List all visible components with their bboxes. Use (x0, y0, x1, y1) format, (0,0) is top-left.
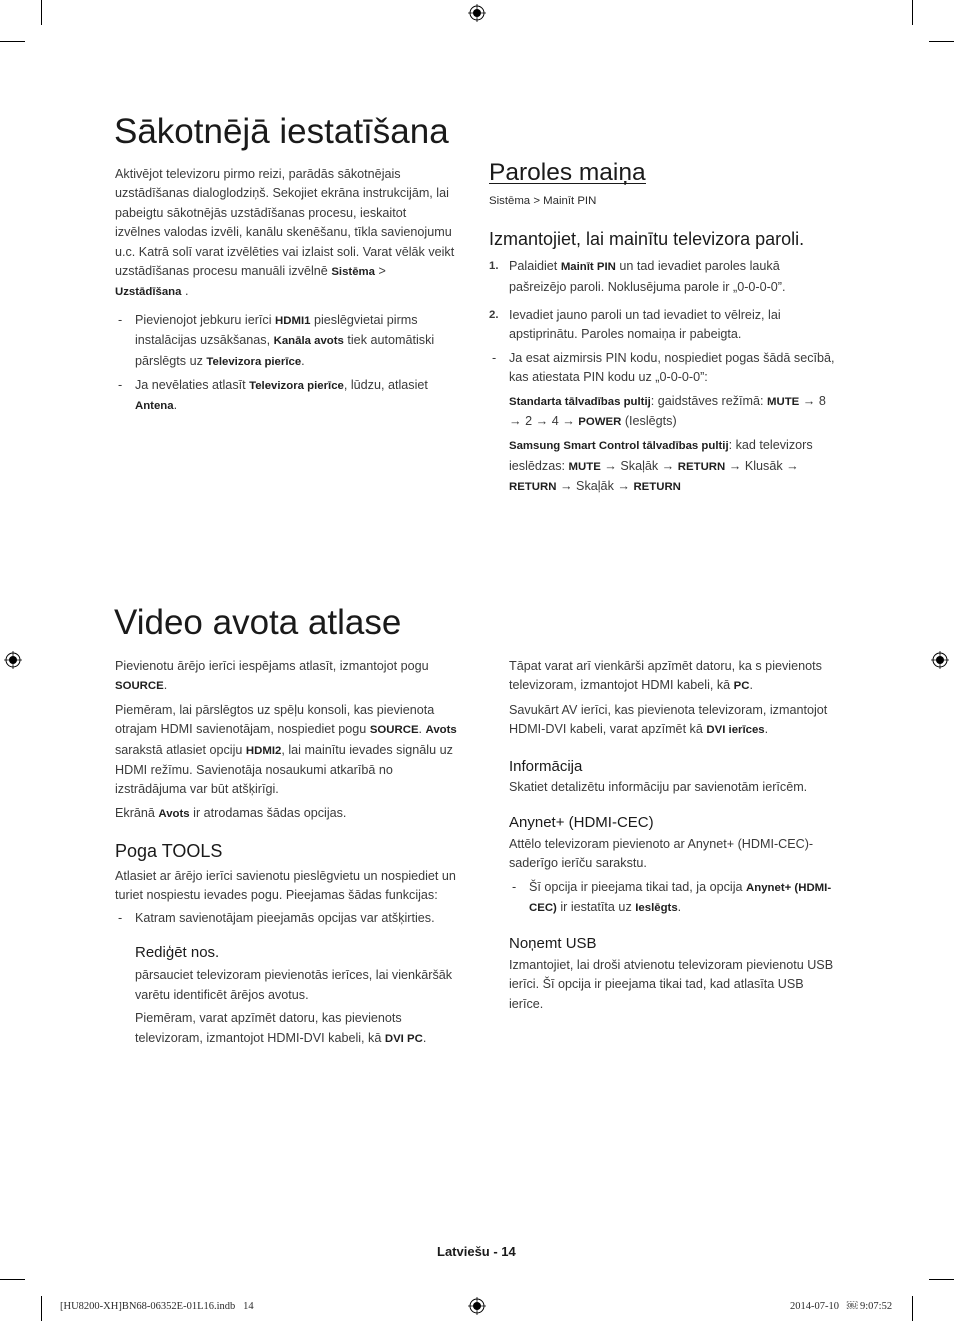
intro-paragraph: Aktivējot televizoru pirmo reizi, parādās sākotnējais uzstādīšanas dialoglodziņš. Sekojiet ekrāna instrukcijām, lai pabeigtu sākotnējās uzstādīšanas procesu, ieskaitot izvēlnes valodas izvēli, kanālu skenēšanu, tīkla savienojumu u.c. Katrā solī varat izvēlēties vai izlaist soli. Varat vēlāk veikt uzstādīšanas procesu manuāli izvēlnē Sistēma > Uzstādīšana . (115, 167, 455, 299)
video-source-left-column (115, 657, 463, 1053)
crop-mark (912, 1296, 913, 1321)
print-slug-right: 2014-07-10 ￼ 9:07:52 (790, 1301, 893, 1312)
note-hdmi1: - Pievienojot jebkuru ierīci HDMI1 pieslēgvietai pirms instalācijas uzsākšanas, Kanāla avots tiek automātiski pārslēgts uz Televizora pierīce. (115, 311, 455, 372)
video-source-right-column (509, 657, 839, 1018)
registration-mark-icon (931, 651, 949, 669)
source-paragraph-2: Piemēram, lai pārslēgtos uz spēļu konsoli, kas pievienota otrajam HDMI savienotājam, nospiediet pogu SOURCE. Avots sarakstā atlasiet opciju HDMI2, lai mainītu ievades signālu uz HDMI režīmu. Savienotāja nosaukumi atkarībā no izstrādājuma var būt atšķirīgi. (115, 702, 457, 797)
anynet-text: Attēlo televizoram pievienoto ar Anynet+ (HDMI-CEC)-saderīgo ierīču sarakstu. (509, 836, 814, 871)
password-subtitle: Izmantojiet, lai mainītu televizora paroli. (489, 228, 805, 249)
rename-text-1: pārsauciet televizoram pievienotās ierīces, lai vienkāršāk varētu identificēt ārējos avotus. (135, 968, 453, 1002)
tools-note: - Katram savienotājam pieejamās opcijas var atšķirties. (115, 909, 463, 928)
smart-control-sequence: Samsung Smart Control tālvadības pultij: kad televizors ieslēdzas: MUTE → Skaļāk → RETURN → Klusāk → RETURN → Skaļāk → RETURN (509, 438, 813, 494)
print-slug-left: [HU8200-XH]BN68-06352E-01L16.indb 14 (60, 1301, 254, 1312)
tools-title: Poga TOOLS (115, 841, 223, 862)
initial-setup-column (115, 165, 455, 421)
section-title-initial-setup: Sākotnējā iestatīšana (114, 112, 449, 151)
tools-paragraph: Atlasiet ar ārējo ierīci savienotu pieslēgvietu un nospiediet un turiet nospiestu ievades pogu. Pieejamas šādas funkcijas: (115, 868, 456, 903)
password-change-column (489, 159, 839, 502)
note-antenna: - Ja nevēlaties atlasīt Televizora pierīce, lūdzu, atlasiet Antena. (115, 376, 455, 417)
crop-mark (929, 41, 954, 42)
crop-mark (0, 41, 25, 42)
registration-mark-icon (468, 4, 486, 22)
section-title-video-source: Video avota atlase (114, 603, 402, 642)
source-paragraph-1: Pievienotu ārējo ierīci iespējams atlasīt, izmantojot pogu SOURCE. (115, 659, 429, 693)
rename-title: Rediģēt nos. (135, 943, 220, 961)
crop-mark (912, 0, 913, 25)
page-number: Latviešu - 14 (437, 1244, 516, 1259)
standard-remote-sequence: Standarta tālvadības pultij: gaidstāves režīmā: MUTE → 8 → 2 → 4 → POWER (Ieslēgts) (509, 393, 826, 429)
menu-path: Sistēma > Mainīt PIN (489, 195, 597, 208)
rename-text-2: Piemēram, varat apzīmēt datoru, kas pievienots televizoram, izmantojot HDMI-DVI kabeli, kā DVI PC. (135, 1011, 427, 1045)
anynet-note: - Šī opcija ir pieejama tikai tad, ja opcija Anynet+ (HDMI-CEC) ir iestatīta uz Ieslēgts. (509, 878, 839, 919)
password-change-title: Paroles maiņa (489, 159, 646, 186)
forgot-pin-note: - Ja esat aizmirsis PIN kodu, nospiediet pogas šādā secībā, kas atiestata PIN kodu uz „0-0-0-0”: (489, 349, 839, 388)
information-title: Informācija (509, 757, 583, 775)
remove-usb-text: Izmantojiet, lai droši atvienotu televizoram pievienotu USB ierīci. Šī opcija ir pieejama tikai tad, kad atlasīta USB ierīce. (509, 957, 834, 1011)
anynet-title: Anynet+ (HDMI-CEC) (509, 814, 654, 832)
registration-mark-icon (4, 651, 22, 669)
crop-mark (41, 0, 42, 25)
rename-pc-paragraph: Tāpat varat arī vienkārši apzīmēt datoru, ka s pievienots televizoram, izmantojot HDMI kabeli, kā PC. (509, 659, 822, 693)
step-1: 1. Palaidiet Mainīt PIN un tad ievadiet paroles laukā pašreizējo paroli. Noklusējuma parole ir „0-0-0-0”. (489, 259, 786, 294)
remove-usb-title: Noņemt USB (509, 935, 597, 953)
crop-mark (0, 1279, 25, 1280)
step-2: 2. Ievadiet jauno paroli un tad ievadiet to vēlreiz, lai apstiprinātu. Paroles nomaiņa ir pabeigta. (489, 308, 781, 342)
rename-av-paragraph: Savukārt AV ierīci, kas pievienota televizoram, izmantojot HDMI-DVI kabeli, varat apzīmēt kā DVI ierīces. (509, 702, 828, 737)
crop-mark (41, 1296, 42, 1321)
registration-mark-icon (468, 1297, 486, 1315)
information-text: Skatiet detalizētu informāciju par savienotām ierīcēm. (509, 780, 808, 795)
source-paragraph-3: Ekrānā Avots ir atrodamas šādas opcijas. (115, 805, 347, 820)
crop-mark (929, 1279, 954, 1280)
